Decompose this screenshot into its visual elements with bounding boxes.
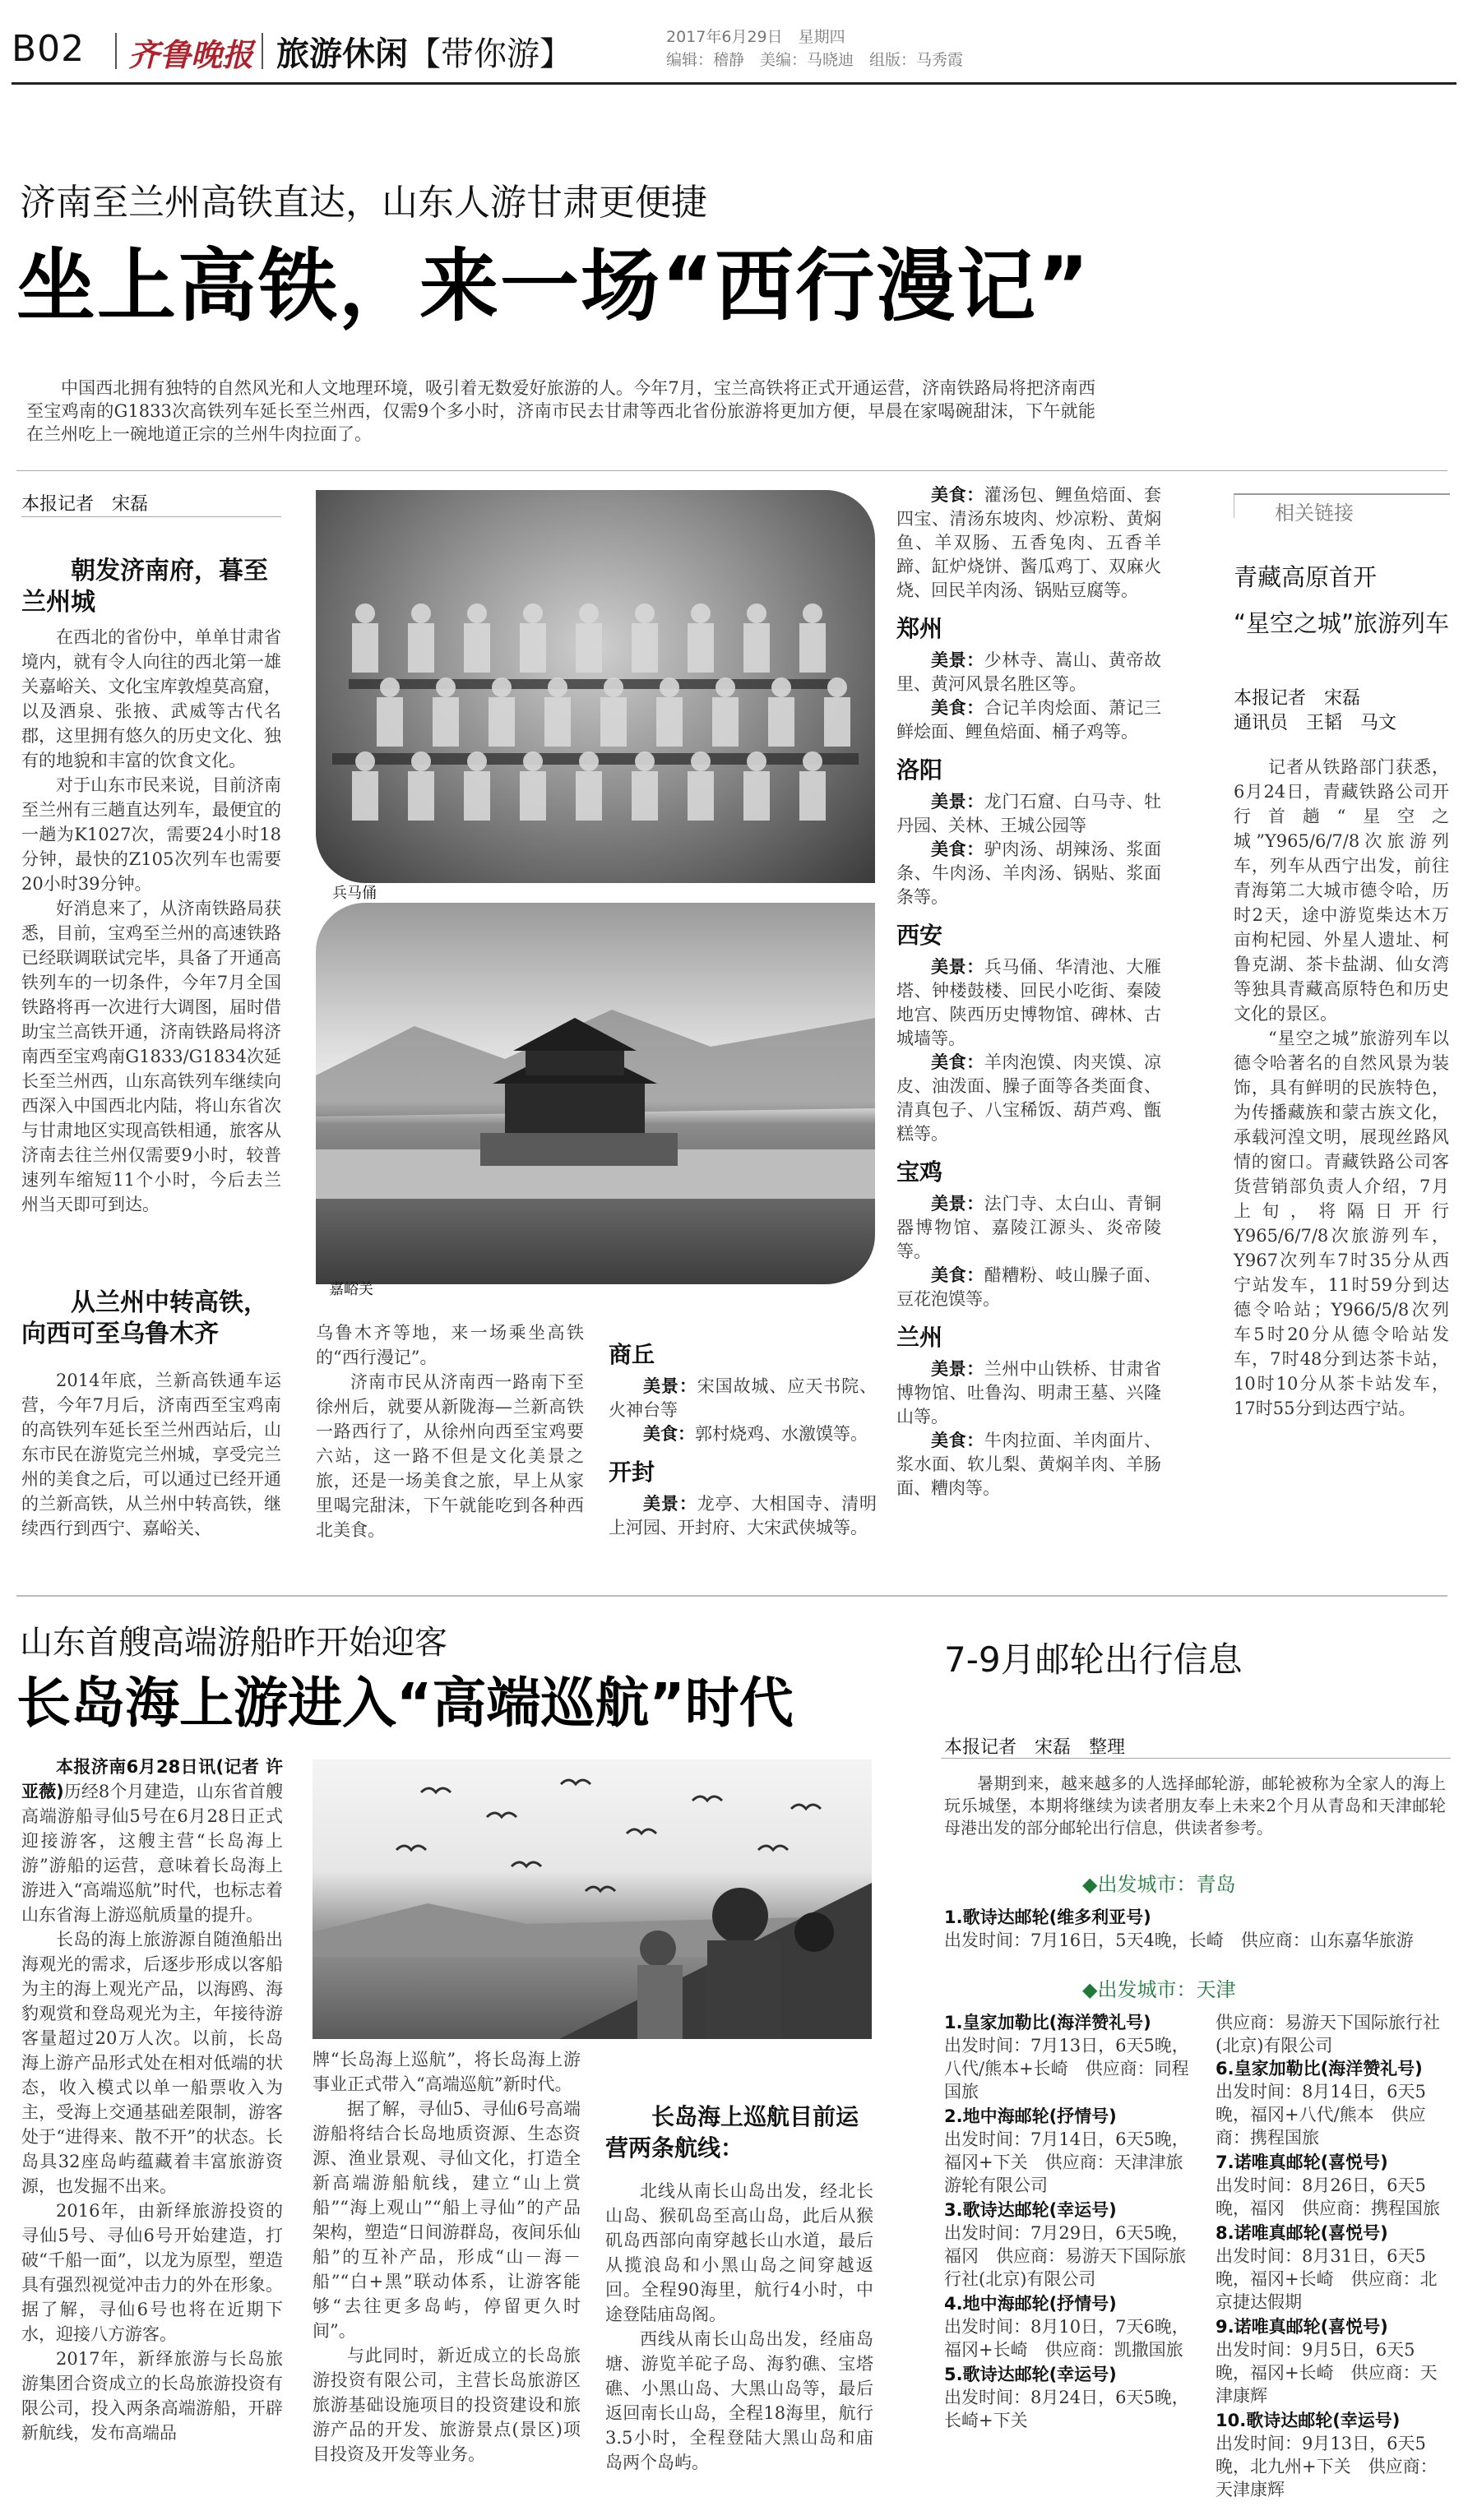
item-key: 美食： [931,1265,984,1285]
warrior-figure [656,697,683,747]
seagull-figure [586,1887,615,1891]
warrior-figure [352,623,378,673]
cruise-ship: 1.皇家加勒比(海洋赞礼号) [944,2013,1151,2032]
col1-rule [21,516,281,517]
city-item [896,1051,1161,1146]
port-qingdao: ◆出发城市：青岛 [1082,1873,1236,1896]
warrior-figure [688,771,714,821]
cruise-details: 出发时间：9月5日，6天5晚，福冈+长崎 供应商：天津康辉 [1216,2340,1438,2406]
cruise-intro [944,1773,1446,1839]
city-item [609,1422,877,1446]
item-key: 美食： [931,839,984,859]
cruise-ship: 2.地中海邮轮(抒情号) [944,2106,1117,2126]
paragraph: 暑期到来，越来越多的人选择邮轮游，邮轮被称为全家人的海上玩乐城堡，本期将继续为读者朋友奉上未来2个月从青岛和天津邮轮母港出发的部分邮轮出行信息，供读者参考。 [944,1773,1446,1838]
warrior-figure [799,771,826,821]
warrior-figure [824,697,850,747]
cruise-details: 出发时间：8月31日，6天5晚，福冈+长崎 供应商：北京捷达假期 [1216,2246,1438,2312]
terracotta-warriors-photo [316,490,875,883]
item-value: 宋国故城、应天书院、火神台等 [609,1376,877,1420]
item-value: 合记羊肉烩面、萧记三鲜烩面、鲤鱼焙面、桶子鸡等。 [896,698,1161,742]
item-value: 驴肉汤、胡辣汤、浆面条、牛肉汤、羊肉汤、锅贴、浆面条等。 [896,839,1161,907]
item-value: 郭村烧鸡、水激馍等。 [695,1424,868,1444]
warrior-figure [771,677,791,697]
warrior-figure [768,697,794,747]
item-key: 美景： [931,1359,984,1379]
sidebar-byline-2: 通讯员 王韬 马文 [1234,713,1397,733]
story1-byline: 本报记者 宋磊 [21,494,149,515]
right-city-list [896,611,1161,1500]
item-value: 羊肉泡馍、肉夹馍、凉皮、油泼面、臊子面等各类面食、清真包子、八宝稀饭、葫芦鸡、甑糕等。 [896,1052,1161,1144]
item-key: 美景： [643,1494,697,1514]
cruise-entry [944,2105,1191,2197]
warrior-figure [743,623,770,673]
warrior-figure [352,771,378,821]
warrior-figure [576,771,602,821]
city-item [609,1375,877,1422]
cruise-details: 出发时间：7月13日，6天5晚，八代/熊本+长崎 供应商：同程国旅 [944,2036,1189,2102]
story2-col1-body [21,1755,283,2445]
cruise-details: 出发时间：8月14日，6天5晚，福冈+八代/熊本 供应商：携程国旅 [1216,2082,1426,2148]
warrior-figure [467,751,487,771]
story1-col1-body-2 [21,1368,281,1541]
cruise-title: 7-9月邮轮出行信息 [944,1639,1243,1680]
warrior-figure [635,751,655,771]
city-name: 兰州 [896,1324,943,1351]
section-title [276,28,572,75]
warrior-figure [548,677,567,697]
cruise-entry [1216,2409,1447,2501]
sidebar-byline-1: 本报记者 宋磊 [1234,688,1361,709]
editor-credits: 编辑：稽静 美编：马晓迪 组版：马秀霞 [666,51,964,69]
paragraph: 据了解，寻仙5、寻仙6号高端游船将结合长岛地质资源、生态资源、渔业景观、寻仙文化，打造全新高端游船航线，建立“山上赏船”“海上观山”“船上寻仙”的产品架构，塑造“日间游群岛，夜间乐仙船”的互补产品，形成“山－海－船”“白+黑”联动体系，让游客能够“去往更多岛屿，停留更久时间”。 [313,2099,581,2341]
cruise-byline: 本报记者 宋磊 整理 [944,1737,1126,1758]
cruise-entry [1216,2151,1447,2220]
seagull-figure [487,1813,516,1817]
paragraph: 西线从南长山岛出发，经庙岛塘、游览羊砣子岛、海豹礁、宝塔礁、小黑山岛、大黑山岛等，最后返回南长山岛，全程18海里，航行3.5小时，全程登陆大黑山岛和庙岛两个岛屿。 [605,2329,873,2472]
story1-rule [16,470,1447,471]
warrior-figure [377,697,403,747]
page-number: B02 [12,28,86,70]
header-divider-2 [262,33,263,69]
item-value: 兰州中山铁桥、甘肃省博物馆、吐鲁沟、明肃王墓、兴隆山等。 [896,1359,1161,1426]
city-name: 洛阳 [896,756,943,784]
tianjin-right-top: 供应商：易游天下国际旅行社(北京)有限公司 [1216,2013,1440,2055]
warrior-figure [803,603,822,623]
cruise-details: 出发时间：8月10日，7天6晚，福冈+长崎 供应商：凯撒国旅 [944,2317,1189,2360]
city-name: 商丘 [609,1341,655,1368]
cruise-details: 出发时间：8月24日，6天5晚，长崎+下关 [944,2388,1189,2430]
city-name: 宝鸡 [896,1158,943,1186]
item-value: 灌汤包、鲤鱼焙面、套四宝、清汤东坡肉、炒凉粉、黄焖鱼、羊双肠、五香兔肉、五香羊蹄、缸炉烧饼、酱瓜鸡丁、双麻火烧、回民羊肉汤、锅贴豆腐等。 [896,485,1161,600]
warrior-figure [523,603,543,623]
story1-col2-body [316,1320,584,1542]
item-key: 美景： [931,957,984,977]
city-name: 西安 [896,922,943,949]
story1-subhead-2: 从兰州中转高铁，向西可至乌鲁木齐 [21,1288,268,1348]
item-value: 兵马俑、华清池、大雁塔、钟楼鼓楼、回民小吃街、秦陵地宫、陕西历史博物馆、碑林、古城墙等。 [896,957,1161,1048]
story1-subhead-1: 朝发济南府，暮至兰州城 [21,557,268,617]
paragraph: “星空之城”旅游列车以德令哈著名的自然风景为装饰，具有鲜明的民族特色，为传播藏族和蒙古族文化，承载河湟文明，展现丝路风情的窗口。青藏铁路公司客货营销部负责人介绍，7月上旬，将隔日开行Y965/6/7/8次旅游列车，Y967次列车7时35分从西宁站发车，11时59分到达德令哈站；Y966/5/8次列车5时20分从德令哈站发车，7时48分到达茶卡站，10时10分从茶卡站发车，17时55分到达西宁站。 [1234,1029,1449,1418]
paragraph: 记者从铁路部门获悉，6月24日，青藏铁路公司开行首趟“星空之城”Y965/6/7/8次旅游列车，列车从西宁出发，前往青海第二大城市德令哈，历时2天，途中游览柴达木万亩枸杞园、外星人遗址、柯鲁克湖、茶卡盐湖、仙女湾等独具青藏高原特色和历史文化的景区。 [1234,757,1449,1024]
seagull-figure [421,1788,451,1792]
story2-kicker: 山东首艘高端游船昨开始迎客 [20,1624,447,1662]
cruise-entry [1216,2057,1447,2149]
warrior-figure [579,603,599,623]
item-value: 牛肉拉面、羊肉面片、浆水面、软儿梨、黄焖羊肉、羊肠面、糟肉等。 [896,1431,1161,1498]
story1-kicker: 济南至兰州高铁直达，山东人游甘肃更便捷 [20,182,707,224]
story1-right-cities [896,483,1161,1500]
city-item [896,1264,1161,1311]
jiayuguan-illustration [316,903,875,1284]
warrior-figure [489,697,515,747]
warrior-figure [747,751,766,771]
item-value: 法门寺、太白山、青铜器博物馆、嘉陵江源头、炎帝陵等。 [896,1194,1161,1261]
warrior-figure [411,751,431,771]
seagull-figure [758,1846,788,1850]
item-value: 醋糟粉、岐山臊子面、豆花泡馍等。 [896,1265,1161,1309]
sidebar-tag: 相关链接 [1275,502,1354,525]
warrior-figure [355,751,375,771]
warrior-figure [600,697,627,747]
warrior-figure [411,603,431,623]
item-value: 龙门石窟、白马寺、牡丹园、关林、王城公园等 [896,792,1161,835]
cruise-ship: 7.诺唯真邮轮(喜悦号) [1216,2152,1388,2172]
cruise-entry [944,1906,1446,1952]
city-name: 郑州 [896,615,943,642]
warrior-figure [688,623,714,673]
paragraph: 乌鲁木齐等地，来一场乘坐高铁的“西行漫记”。 [316,1323,584,1367]
warrior-figure [712,697,739,747]
warrior-figure [660,677,679,697]
cruise-rule [941,1758,1451,1759]
story1-headline: 坐上高铁，来一场“西行漫记” [16,240,1091,332]
warrior-figure [436,677,456,697]
paragraph: 在西北的省份中，单单甘肃省境内，就有令人向往的西北第一雄关嘉峪关、文化宝库敦煌莫高窟，以及酒泉、张掖、武威等古代名郡，这里拥有悠久的历史文化、独有的地貌和丰富的饮食文化。 [21,627,281,770]
cruise-ship: 9.诺唯真邮轮(喜悦号) [1216,2317,1388,2337]
item-key: 美景： [643,1376,697,1396]
sidebar-title-1: 青藏高原首开 [1234,563,1378,591]
city-item [896,838,1161,909]
item-key: 美景： [931,1194,984,1214]
qingdao-cruise-list [944,1906,1446,1954]
seagull-figure [692,1796,722,1801]
warrior-figure [803,751,822,771]
masthead-logo: 齐鲁晚报 [128,36,254,73]
cruise-ship: 10.歌诗达邮轮(幸运号) [1216,2411,1401,2430]
cruise-details: 出发时间：9月13日，6天5晚，北九州+下关 供应商：天津康辉 [1216,2434,1438,2499]
item-key: 美景： [931,650,984,670]
terracotta-illustration [316,490,875,883]
photo-caption-warriors: 兵马俑 [332,885,377,902]
city-item [896,955,1161,1051]
city-item [896,649,1161,696]
paragraph: 2017年，新绎旅游与长岛旅游集团合资成立的长岛旅游投资有限公司，投入两条高端游船，开辟新航线，发布高端品 [21,2349,283,2443]
jiayuguan-photo [316,903,875,1284]
warrior-figure [492,677,512,697]
city-item [896,1192,1161,1264]
story2-col2-body [313,2047,581,2467]
warrior-figure [747,603,766,623]
column-name: 【带你游】 [408,35,572,73]
item-value: 龙亭、大相国寺、清明上河园、开封府、大宋武侠城等。 [609,1494,877,1537]
story2-col3-routes [605,2179,873,2475]
city-item [896,1429,1161,1500]
paragraph-text: 历经8个月建造，山东省首艘高端游船寻仙5号在6月28日正式迎接游客，这艘主营“长岛海上游”游船的运营，意味着长岛海上游进入“高端巡航”时代，也标志着山东省海上游巡航质量的提升。 [21,1782,283,1925]
warrior-figure [467,603,487,623]
tianjin-cruise-list-left [944,2011,1191,2434]
cruise-entry [1216,2315,1447,2407]
cruise-ship: 8.诺唯真邮轮(喜悦号) [1216,2223,1388,2243]
warrior-figure [520,771,546,821]
seagull-figure [627,1829,656,1833]
warrior-figure [576,623,602,673]
warrior-figure [604,677,623,697]
seagull-figure [791,1805,821,1809]
story1-mid-cities [609,1329,877,1540]
seagull-figure [512,1862,541,1866]
warrior-figure [635,603,655,623]
paragraph: 长岛的海上旅游源自随渔船出海观光的需求，后逐步形成以客船为主的海上观光产品，以海鸥、海豹观赏和登岛观光为主，年接待游客量超过20万人次。以前，长岛海上游产品形式处在相对低端的状态，收入模式以单一船票收入为主，受海上交通基础差限制，游客处于“进得来、散不开”的状态。长岛具32座岛屿蕴藏着丰富旅游资源，也发掘不出来。 [21,1930,283,2196]
header-rule [12,82,1456,85]
cruise-ship: 6.皇家加勒比(海洋赞礼号) [1216,2059,1423,2078]
city-item [896,790,1161,838]
issue-date: 2017年6月29日 星期四 [666,28,845,46]
warrior-figure [715,677,735,697]
warrior-figure [632,623,658,673]
cruise-entry [944,2292,1191,2361]
story2-col3-body [605,2047,873,2072]
cruise-ship: 3.歌诗达邮轮(幸运号) [944,2200,1117,2220]
item-key: 美食： [931,698,984,718]
warrior-figure [408,771,434,821]
item-key: 美食： [931,1431,984,1450]
city-item [609,1492,877,1540]
paragraph: 好消息来了，从济南铁路局获悉，目前，宝鸡至兰州的高速铁路已经联调联试完毕，具备了开通高铁列车的一切条件，今年7月全国铁路将再一次进行大调图，届时借助宝兰高铁开通，济南铁路局将济南西至宝鸡南G1833/G1834次延长至兰州西，山东高铁列车继续向西深入中国西北内陆，将山东省次与甘肃地区实现高铁相通，旅客从济南去往兰州仅需要9小时，较普速列车缩短11个小时，今后去兰州当天即可到达。 [21,899,281,1214]
cruise-seagull-photo [313,1759,872,2039]
paragraph: 2014年底，兰新高铁通车运营，今年7月后，济南西至宝鸡南的高铁列车延长至兰州西站后，山东市民在游览完兰州城，享受完兰州的美食之后，可以通过已经开通的兰新高铁，从兰州中转高铁，继续西行到西宁、嘉峪关、 [21,1371,281,1538]
city-name: 开封 [609,1459,655,1486]
warrior-figure [520,623,546,673]
cruise-ship: 4.地中海邮轮(抒情号) [944,2294,1117,2314]
paragraph: 对于山东市民来说，目前济南至兰州有三趟直达列车，最便宜的一趟为K1027次，需要24小时18分钟，最快的Z105次列车也需要20小时39分钟。 [21,775,281,894]
story1-lead-text: 中国西北拥有独特的自然风光和人文地理环境，吸引着无数爱好旅游的人。今年7月，宝兰高铁将正式开通运营，济南铁路局将把济南西至宝鸡南的G1833次高铁列车延长至兰州西，仅需9个多小时，济南市民去甘肃等西北省份旅游将更加方便，早晨在家喝碗甜沫，下午就能在兰州吃上一碗地道正宗的兰州牛肉拉面了。 [26,378,1095,444]
cruise-entry [1216,2222,1447,2314]
header-divider [115,33,117,69]
food-item [896,483,1161,603]
city-item [896,696,1161,744]
cruise-details: 出发时间：8月26日，6天5晚，福冈 供应商：携程国旅 [1216,2176,1440,2218]
story2-headline: 长岛海上游进入“高端巡航”时代 [16,1672,794,1735]
sidebar-body [1234,755,1449,1421]
warrior-figure [579,751,599,771]
warrior-figure [632,771,658,821]
seagull-illustration [313,1759,872,2039]
paragraph: 2016年，由新绎旅游投资的寻仙5号、寻仙6号开始建造，打破“千船一面”，以龙为原型，塑造具有强烈视觉冲击力的外在形象。据了解，寻仙6号也将在近期下水，迎接八方游客。 [21,2201,283,2344]
item-key: 美食： [931,1052,984,1072]
seagull-figure [396,1846,426,1850]
story1-col1-body [21,625,281,1217]
warrior-figure [433,697,459,747]
item-key: 美食： [643,1424,695,1444]
warrior-figure [464,771,490,821]
cruise-details: 出发时间：7月14日，6天5晚，福冈+下关 供应商：天津津旅游轮有限公司 [944,2129,1189,2195]
warrior-figure [827,677,847,697]
warrior-figure [523,751,543,771]
warrior-figure [691,603,711,623]
warrior-figure [544,697,571,747]
cruise-ship: 1.歌诗达邮轮(维多利亚号) [944,1907,1151,1927]
city-item [896,1357,1161,1429]
paragraph [21,1755,283,1927]
paragraph: 牌“长岛海上巡航”，将长岛海上游事业正式带入“高端巡航”新时代。 [313,2050,581,2094]
item-key: 美食： [931,485,984,505]
tianjin-cruise-list-right [1216,2057,1447,2503]
seagull-figure [561,1780,590,1784]
warrior-figure [464,623,490,673]
section-divider [16,1595,1447,1597]
warrior-figure [691,751,711,771]
warrior-figure [408,623,434,673]
dateline: 本报济南6月28日讯(记者 许亚薇) [21,1757,283,1801]
sidebar-title-2: “星空之城”旅游列车 [1234,609,1450,637]
cruise-details: 出发时间：7月16日，5天4晚，长崎 供应商：山东嘉华旅游 [944,1930,1414,1950]
warrior-figure [380,677,400,697]
cruise-details: 出发时间：7月29日，6天5晚，福冈 供应商：易游天下国际旅行社(北京)有限公司 [944,2223,1189,2289]
item-value: 少林寺、嵩山、黄帝故里、黄河风景名胜区等。 [896,650,1161,694]
warrior-figure [743,771,770,821]
cruise-entry [944,2199,1191,2291]
photo-caption-jiayuguan: 嘉峪关 [329,1281,373,1298]
cruise-entry [944,2011,1191,2103]
paragraph: 与此同时，新近成立的长岛旅游投资有限公司，主营长岛旅游区旅游基础设施项目的投资建设和旅游产品的开发、旅游景点(景区)项目投资及开发等业务。 [313,2346,581,2464]
section-name: 旅游休闲 [276,35,408,73]
warrior-figure [799,623,826,673]
story2-subhead: 长岛海上巡航目前运营两条航线： [605,2103,859,2162]
paragraph: 济南市民从济南西一路南下至徐州后，就要从新陇海—兰新高铁一路西行了，从徐州向西至宝鸡要六站，这一路不但是文化美景之旅，还是一场美食之旅，早上从家里喝完甜沫，下午就能吃到各种西北美食。 [316,1372,584,1540]
warrior-figure [355,603,375,623]
port-tianjin: ◆出发城市：天津 [1082,1978,1236,2001]
cruise-ship: 5.歌诗达邮轮(幸运号) [944,2365,1117,2384]
paragraph: 北线从南长山岛出发，经北长山岛、猴矶岛至高山岛，此后从猴矶岛西部向南穿越长山水道，最后从揽浪岛和小黑山岛之间穿越返回。全程90海里，航行4小时，中途登陆庙岛阁。 [605,2181,873,2324]
cruise-entry [944,2363,1191,2432]
story1-lead [26,377,1095,446]
item-key: 美景： [931,792,984,811]
